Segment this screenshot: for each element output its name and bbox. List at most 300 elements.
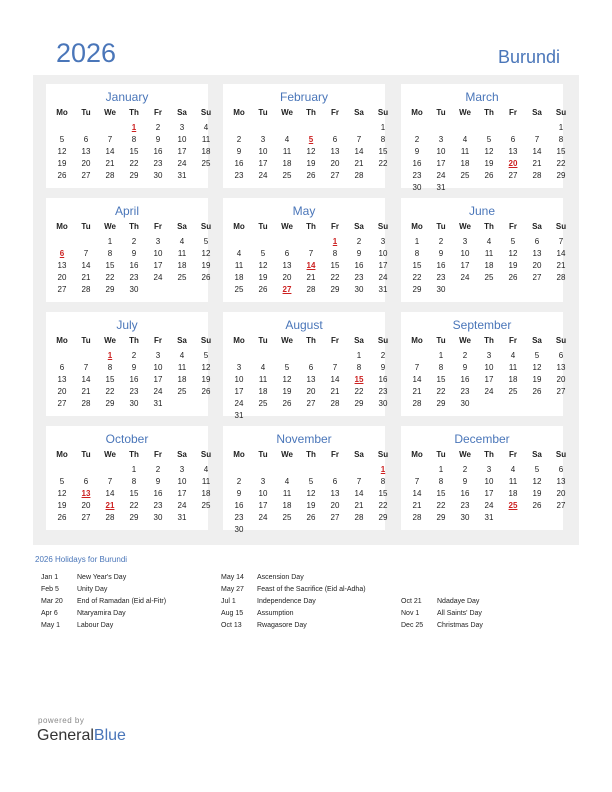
day-cell[interactable]: 3 xyxy=(486,351,492,360)
day-cell[interactable]: 24 xyxy=(153,387,163,396)
day-cell[interactable]: 19 xyxy=(306,501,316,510)
day-cell[interactable]: 19 xyxy=(306,159,316,168)
day-cell[interactable]: 28 xyxy=(532,171,542,180)
day-cell[interactable]: 15 xyxy=(129,147,139,156)
day-cell[interactable]: 1 xyxy=(558,123,564,132)
day-cell[interactable]: 27 xyxy=(508,171,518,180)
day-cell[interactable]: 8 xyxy=(107,363,113,372)
day-cell[interactable]: 22 xyxy=(129,159,139,168)
brand-logo[interactable] xyxy=(37,727,126,745)
day-cell[interactable]: 30 xyxy=(354,285,364,294)
day-cell[interactable]: 7 xyxy=(414,363,420,372)
day-cell[interactable]: 25 xyxy=(282,171,292,180)
day-cell[interactable]: 9 xyxy=(155,477,161,486)
day-cell[interactable]: 11 xyxy=(201,477,211,486)
day-cell[interactable]: 4 xyxy=(510,351,516,360)
day-cell[interactable]: 18 xyxy=(201,489,211,498)
day-cell[interactable]: 23 xyxy=(153,501,163,510)
day-cell[interactable]: 22 xyxy=(330,273,340,282)
day-cell[interactable]: 22 xyxy=(378,159,388,168)
day-cell[interactable]: 24 xyxy=(234,399,244,408)
day-cell[interactable]: 18 xyxy=(484,261,494,270)
day-cell[interactable]: 8 xyxy=(438,477,444,486)
day-cell[interactable]: 17 xyxy=(177,489,187,498)
day-cell[interactable]: 19 xyxy=(57,159,67,168)
day-cell[interactable]: 30 xyxy=(460,399,470,408)
holiday-day-cell[interactable]: 25 xyxy=(508,501,518,510)
day-cell[interactable]: 26 xyxy=(282,399,292,408)
day-cell[interactable]: 13 xyxy=(556,363,566,372)
day-cell[interactable]: 16 xyxy=(234,501,244,510)
holiday-day-cell[interactable]: 1 xyxy=(380,465,386,474)
day-cell[interactable]: 10 xyxy=(234,375,244,384)
day-cell[interactable]: 18 xyxy=(201,147,211,156)
day-cell[interactable]: 23 xyxy=(354,273,364,282)
holiday-day-cell[interactable]: 6 xyxy=(59,249,65,258)
day-cell[interactable]: 22 xyxy=(105,273,115,282)
day-cell[interactable]: 28 xyxy=(105,513,115,522)
day-cell[interactable]: 2 xyxy=(155,123,161,132)
day-cell[interactable]: 23 xyxy=(129,387,139,396)
day-cell[interactable]: 23 xyxy=(460,501,470,510)
day-cell[interactable]: 19 xyxy=(201,261,211,270)
day-cell[interactable]: 23 xyxy=(436,273,446,282)
day-cell[interactable]: 29 xyxy=(556,171,566,180)
day-cell[interactable]: 23 xyxy=(129,273,139,282)
day-cell[interactable]: 11 xyxy=(282,489,292,498)
day-cell[interactable]: 20 xyxy=(282,273,292,282)
holiday-day-cell[interactable]: 5 xyxy=(308,135,314,144)
day-cell[interactable]: 29 xyxy=(436,399,446,408)
day-cell[interactable]: 15 xyxy=(412,261,422,270)
day-cell[interactable]: 31 xyxy=(378,285,388,294)
day-cell[interactable]: 19 xyxy=(508,261,518,270)
day-cell[interactable]: 6 xyxy=(59,363,65,372)
day-cell[interactable]: 7 xyxy=(308,249,314,258)
day-cell[interactable]: 13 xyxy=(556,477,566,486)
day-cell[interactable]: 11 xyxy=(177,363,187,372)
day-cell[interactable]: 14 xyxy=(105,489,115,498)
day-cell[interactable]: 6 xyxy=(284,249,290,258)
day-cell[interactable]: 23 xyxy=(234,513,244,522)
day-cell[interactable]: 19 xyxy=(201,375,211,384)
day-cell[interactable]: 8 xyxy=(380,477,386,486)
day-cell[interactable]: 26 xyxy=(258,285,268,294)
day-cell[interactable]: 27 xyxy=(330,171,340,180)
day-cell[interactable]: 3 xyxy=(155,237,161,246)
day-cell[interactable]: 6 xyxy=(332,135,338,144)
day-cell[interactable]: 12 xyxy=(306,489,316,498)
day-cell[interactable]: 17 xyxy=(258,501,268,510)
day-cell[interactable]: 5 xyxy=(510,237,516,246)
day-cell[interactable]: 18 xyxy=(460,159,470,168)
day-cell[interactable]: 28 xyxy=(105,171,115,180)
day-cell[interactable]: 27 xyxy=(556,501,566,510)
day-cell[interactable]: 12 xyxy=(201,363,211,372)
day-cell[interactable]: 13 xyxy=(330,147,340,156)
day-cell[interactable]: 29 xyxy=(330,285,340,294)
day-cell[interactable]: 18 xyxy=(508,489,518,498)
day-cell[interactable]: 26 xyxy=(57,513,67,522)
day-cell[interactable]: 4 xyxy=(236,249,242,258)
day-cell[interactable]: 1 xyxy=(107,237,113,246)
day-cell[interactable]: 17 xyxy=(436,159,446,168)
day-cell[interactable]: 2 xyxy=(131,237,137,246)
day-cell[interactable]: 9 xyxy=(380,363,386,372)
day-cell[interactable]: 8 xyxy=(107,249,113,258)
day-cell[interactable]: 2 xyxy=(356,237,362,246)
day-cell[interactable]: 24 xyxy=(484,387,494,396)
day-cell[interactable]: 17 xyxy=(153,375,163,384)
day-cell[interactable]: 24 xyxy=(177,501,187,510)
day-cell[interactable]: 17 xyxy=(460,261,470,270)
day-cell[interactable]: 5 xyxy=(534,465,540,474)
day-cell[interactable]: 8 xyxy=(131,477,137,486)
day-cell[interactable]: 5 xyxy=(308,477,314,486)
day-cell[interactable]: 26 xyxy=(306,171,316,180)
day-cell[interactable]: 30 xyxy=(129,285,139,294)
day-cell[interactable]: 11 xyxy=(201,135,211,144)
day-cell[interactable]: 26 xyxy=(508,273,518,282)
day-cell[interactable]: 17 xyxy=(153,261,163,270)
day-cell[interactable]: 20 xyxy=(57,387,67,396)
day-cell[interactable]: 20 xyxy=(330,159,340,168)
day-cell[interactable]: 7 xyxy=(356,477,362,486)
day-cell[interactable]: 14 xyxy=(412,489,422,498)
day-cell[interactable]: 7 xyxy=(332,363,338,372)
day-cell[interactable]: 4 xyxy=(203,465,209,474)
day-cell[interactable]: 12 xyxy=(508,249,518,258)
day-cell[interactable]: 7 xyxy=(83,249,89,258)
day-cell[interactable]: 27 xyxy=(81,171,91,180)
day-cell[interactable]: 3 xyxy=(438,135,444,144)
holiday-day-cell[interactable]: 14 xyxy=(306,261,316,270)
day-cell[interactable]: 4 xyxy=(284,135,290,144)
day-cell[interactable]: 26 xyxy=(57,171,67,180)
day-cell[interactable]: 18 xyxy=(282,501,292,510)
day-cell[interactable]: 5 xyxy=(486,135,492,144)
day-cell[interactable]: 23 xyxy=(378,387,388,396)
day-cell[interactable]: 28 xyxy=(81,399,91,408)
day-cell[interactable]: 11 xyxy=(460,147,470,156)
day-cell[interactable]: 21 xyxy=(354,501,364,510)
day-cell[interactable]: 6 xyxy=(332,477,338,486)
day-cell[interactable]: 6 xyxy=(308,363,314,372)
day-cell[interactable]: 31 xyxy=(234,411,244,420)
day-cell[interactable]: 21 xyxy=(412,387,422,396)
day-cell[interactable]: 17 xyxy=(258,159,268,168)
day-cell[interactable]: 28 xyxy=(412,513,422,522)
day-cell[interactable]: 2 xyxy=(438,237,444,246)
day-cell[interactable]: 4 xyxy=(179,237,185,246)
day-cell[interactable]: 15 xyxy=(436,375,446,384)
day-cell[interactable]: 30 xyxy=(153,513,163,522)
day-cell[interactable]: 26 xyxy=(484,171,494,180)
day-cell[interactable]: 15 xyxy=(436,489,446,498)
day-cell[interactable]: 21 xyxy=(81,273,91,282)
day-cell[interactable]: 12 xyxy=(201,249,211,258)
day-cell[interactable]: 7 xyxy=(356,135,362,144)
day-cell[interactable]: 26 xyxy=(532,387,542,396)
day-cell[interactable]: 6 xyxy=(558,351,564,360)
day-cell[interactable]: 9 xyxy=(155,135,161,144)
day-cell[interactable]: 15 xyxy=(105,375,115,384)
day-cell[interactable]: 1 xyxy=(438,465,444,474)
day-cell[interactable]: 23 xyxy=(153,159,163,168)
day-cell[interactable]: 8 xyxy=(131,135,137,144)
day-cell[interactable]: 24 xyxy=(177,159,187,168)
day-cell[interactable]: 5 xyxy=(59,477,65,486)
day-cell[interactable]: 3 xyxy=(155,351,161,360)
day-cell[interactable]: 3 xyxy=(462,237,468,246)
day-cell[interactable]: 22 xyxy=(436,387,446,396)
day-cell[interactable]: 7 xyxy=(534,135,540,144)
day-cell[interactable]: 21 xyxy=(105,159,115,168)
day-cell[interactable]: 25 xyxy=(258,399,268,408)
day-cell[interactable]: 5 xyxy=(59,135,65,144)
day-cell[interactable]: 12 xyxy=(282,375,292,384)
day-cell[interactable]: 25 xyxy=(201,501,211,510)
day-cell[interactable]: 18 xyxy=(177,375,187,384)
day-cell[interactable]: 16 xyxy=(129,261,139,270)
day-cell[interactable]: 2 xyxy=(462,351,468,360)
day-cell[interactable]: 9 xyxy=(438,249,444,258)
day-cell[interactable]: 16 xyxy=(234,159,244,168)
day-cell[interactable]: 21 xyxy=(532,159,542,168)
day-cell[interactable]: 12 xyxy=(532,477,542,486)
day-cell[interactable]: 25 xyxy=(177,273,187,282)
day-cell[interactable]: 30 xyxy=(436,285,446,294)
day-cell[interactable]: 3 xyxy=(260,135,266,144)
day-cell[interactable]: 11 xyxy=(177,249,187,258)
day-cell[interactable]: 2 xyxy=(380,351,386,360)
day-cell[interactable]: 31 xyxy=(153,399,163,408)
day-cell[interactable]: 29 xyxy=(412,285,422,294)
day-cell[interactable]: 7 xyxy=(107,477,113,486)
day-cell[interactable]: 10 xyxy=(258,489,268,498)
day-cell[interactable]: 19 xyxy=(532,375,542,384)
day-cell[interactable]: 23 xyxy=(460,387,470,396)
day-cell[interactable]: 6 xyxy=(510,135,516,144)
day-cell[interactable]: 7 xyxy=(414,477,420,486)
holiday-day-cell[interactable]: 1 xyxy=(131,123,137,132)
day-cell[interactable]: 20 xyxy=(556,375,566,384)
day-cell[interactable]: 9 xyxy=(356,249,362,258)
day-cell[interactable]: 10 xyxy=(484,477,494,486)
day-cell[interactable]: 29 xyxy=(354,399,364,408)
day-cell[interactable]: 28 xyxy=(306,285,316,294)
day-cell[interactable]: 24 xyxy=(378,273,388,282)
day-cell[interactable]: 12 xyxy=(306,147,316,156)
day-cell[interactable]: 9 xyxy=(236,147,242,156)
day-cell[interactable]: 1 xyxy=(438,351,444,360)
day-cell[interactable]: 10 xyxy=(177,477,187,486)
day-cell[interactable]: 2 xyxy=(462,465,468,474)
day-cell[interactable]: 13 xyxy=(57,375,67,384)
day-cell[interactable]: 7 xyxy=(558,237,564,246)
day-cell[interactable]: 9 xyxy=(462,363,468,372)
day-cell[interactable]: 20 xyxy=(306,387,316,396)
day-cell[interactable]: 12 xyxy=(57,489,67,498)
day-cell[interactable]: 14 xyxy=(354,489,364,498)
day-cell[interactable]: 24 xyxy=(484,501,494,510)
day-cell[interactable]: 9 xyxy=(462,477,468,486)
day-cell[interactable]: 18 xyxy=(177,261,187,270)
day-cell[interactable]: 15 xyxy=(330,261,340,270)
day-cell[interactable]: 11 xyxy=(282,147,292,156)
day-cell[interactable]: 29 xyxy=(129,513,139,522)
day-cell[interactable]: 27 xyxy=(57,285,67,294)
holiday-day-cell[interactable]: 1 xyxy=(107,351,113,360)
day-cell[interactable]: 27 xyxy=(57,399,67,408)
day-cell[interactable]: 10 xyxy=(484,363,494,372)
day-cell[interactable]: 17 xyxy=(234,387,244,396)
day-cell[interactable]: 4 xyxy=(179,351,185,360)
day-cell[interactable]: 16 xyxy=(354,261,364,270)
day-cell[interactable]: 24 xyxy=(436,171,446,180)
day-cell[interactable]: 24 xyxy=(258,171,268,180)
day-cell[interactable]: 19 xyxy=(258,273,268,282)
day-cell[interactable]: 17 xyxy=(177,147,187,156)
day-cell[interactable]: 18 xyxy=(258,387,268,396)
day-cell[interactable]: 21 xyxy=(330,387,340,396)
day-cell[interactable]: 13 xyxy=(532,249,542,258)
day-cell[interactable]: 3 xyxy=(486,465,492,474)
day-cell[interactable]: 26 xyxy=(201,273,211,282)
day-cell[interactable]: 16 xyxy=(153,489,163,498)
day-cell[interactable]: 30 xyxy=(460,513,470,522)
day-cell[interactable]: 24 xyxy=(258,513,268,522)
day-cell[interactable]: 22 xyxy=(105,387,115,396)
day-cell[interactable]: 4 xyxy=(284,477,290,486)
day-cell[interactable]: 19 xyxy=(282,387,292,396)
day-cell[interactable]: 22 xyxy=(436,501,446,510)
day-cell[interactable]: 30 xyxy=(153,171,163,180)
day-cell[interactable]: 13 xyxy=(508,147,518,156)
day-cell[interactable]: 3 xyxy=(179,123,185,132)
day-cell[interactable]: 10 xyxy=(378,249,388,258)
day-cell[interactable]: 15 xyxy=(378,489,388,498)
day-cell[interactable]: 5 xyxy=(203,351,209,360)
day-cell[interactable]: 4 xyxy=(510,465,516,474)
day-cell[interactable]: 30 xyxy=(378,399,388,408)
day-cell[interactable]: 16 xyxy=(460,489,470,498)
day-cell[interactable]: 11 xyxy=(484,249,494,258)
day-cell[interactable]: 8 xyxy=(438,363,444,372)
day-cell[interactable]: 3 xyxy=(236,363,242,372)
day-cell[interactable]: 20 xyxy=(57,273,67,282)
day-cell[interactable]: 4 xyxy=(486,237,492,246)
day-cell[interactable]: 15 xyxy=(556,147,566,156)
day-cell[interactable]: 2 xyxy=(131,351,137,360)
day-cell[interactable]: 6 xyxy=(83,477,89,486)
day-cell[interactable]: 8 xyxy=(414,249,420,258)
day-cell[interactable]: 31 xyxy=(177,171,187,180)
day-cell[interactable]: 8 xyxy=(558,135,564,144)
day-cell[interactable]: 19 xyxy=(484,159,494,168)
day-cell[interactable]: 22 xyxy=(378,501,388,510)
day-cell[interactable]: 20 xyxy=(330,501,340,510)
day-cell[interactable]: 12 xyxy=(532,363,542,372)
day-cell[interactable]: 14 xyxy=(81,261,91,270)
day-cell[interactable]: 27 xyxy=(330,513,340,522)
day-cell[interactable]: 21 xyxy=(412,501,422,510)
day-cell[interactable]: 3 xyxy=(260,477,266,486)
day-cell[interactable]: 29 xyxy=(378,513,388,522)
day-cell[interactable]: 8 xyxy=(380,135,386,144)
day-cell[interactable]: 1 xyxy=(356,351,362,360)
day-cell[interactable]: 5 xyxy=(534,351,540,360)
day-cell[interactable]: 25 xyxy=(508,387,518,396)
day-cell[interactable]: 7 xyxy=(83,363,89,372)
day-cell[interactable]: 24 xyxy=(460,273,470,282)
day-cell[interactable]: 13 xyxy=(81,147,91,156)
day-cell[interactable]: 5 xyxy=(203,237,209,246)
day-cell[interactable]: 28 xyxy=(412,399,422,408)
day-cell[interactable]: 16 xyxy=(153,147,163,156)
day-cell[interactable]: 9 xyxy=(236,489,242,498)
day-cell[interactable]: 2 xyxy=(236,477,242,486)
day-cell[interactable]: 9 xyxy=(131,249,137,258)
day-cell[interactable]: 10 xyxy=(258,147,268,156)
day-cell[interactable]: 8 xyxy=(356,363,362,372)
day-cell[interactable]: 12 xyxy=(484,147,494,156)
day-cell[interactable]: 25 xyxy=(201,159,211,168)
day-cell[interactable]: 31 xyxy=(436,183,446,192)
day-cell[interactable]: 6 xyxy=(534,237,540,246)
holiday-day-cell[interactable]: 13 xyxy=(81,489,91,498)
day-cell[interactable]: 21 xyxy=(81,387,91,396)
holiday-day-cell[interactable]: 15 xyxy=(354,375,364,384)
day-cell[interactable]: 10 xyxy=(177,135,187,144)
day-cell[interactable]: 17 xyxy=(484,489,494,498)
day-cell[interactable]: 6 xyxy=(83,135,89,144)
day-cell[interactable]: 14 xyxy=(81,375,91,384)
day-cell[interactable]: 21 xyxy=(354,159,364,168)
day-cell[interactable]: 16 xyxy=(460,375,470,384)
day-cell[interactable]: 9 xyxy=(131,363,137,372)
day-cell[interactable]: 2 xyxy=(414,135,420,144)
day-cell[interactable]: 25 xyxy=(177,387,187,396)
day-cell[interactable]: 10 xyxy=(153,363,163,372)
day-cell[interactable]: 31 xyxy=(484,513,494,522)
day-cell[interactable]: 6 xyxy=(558,465,564,474)
day-cell[interactable]: 20 xyxy=(556,489,566,498)
day-cell[interactable]: 3 xyxy=(179,465,185,474)
day-cell[interactable]: 10 xyxy=(436,147,446,156)
day-cell[interactable]: 28 xyxy=(354,171,364,180)
day-cell[interactable]: 15 xyxy=(105,261,115,270)
day-cell[interactable]: 1 xyxy=(380,123,386,132)
day-cell[interactable]: 17 xyxy=(378,261,388,270)
day-cell[interactable]: 2 xyxy=(236,135,242,144)
day-cell[interactable]: 19 xyxy=(57,501,67,510)
day-cell[interactable]: 25 xyxy=(460,171,470,180)
day-cell[interactable]: 28 xyxy=(81,285,91,294)
day-cell[interactable]: 8 xyxy=(332,249,338,258)
day-cell[interactable]: 19 xyxy=(532,489,542,498)
day-cell[interactable]: 1 xyxy=(131,465,137,474)
day-cell[interactable]: 21 xyxy=(556,261,566,270)
day-cell[interactable]: 30 xyxy=(129,399,139,408)
day-cell[interactable]: 18 xyxy=(282,159,292,168)
day-cell[interactable]: 25 xyxy=(234,285,244,294)
day-cell[interactable]: 23 xyxy=(234,171,244,180)
day-cell[interactable]: 26 xyxy=(201,387,211,396)
day-cell[interactable]: 28 xyxy=(354,513,364,522)
day-cell[interactable]: 9 xyxy=(414,147,420,156)
day-cell[interactable]: 4 xyxy=(462,135,468,144)
